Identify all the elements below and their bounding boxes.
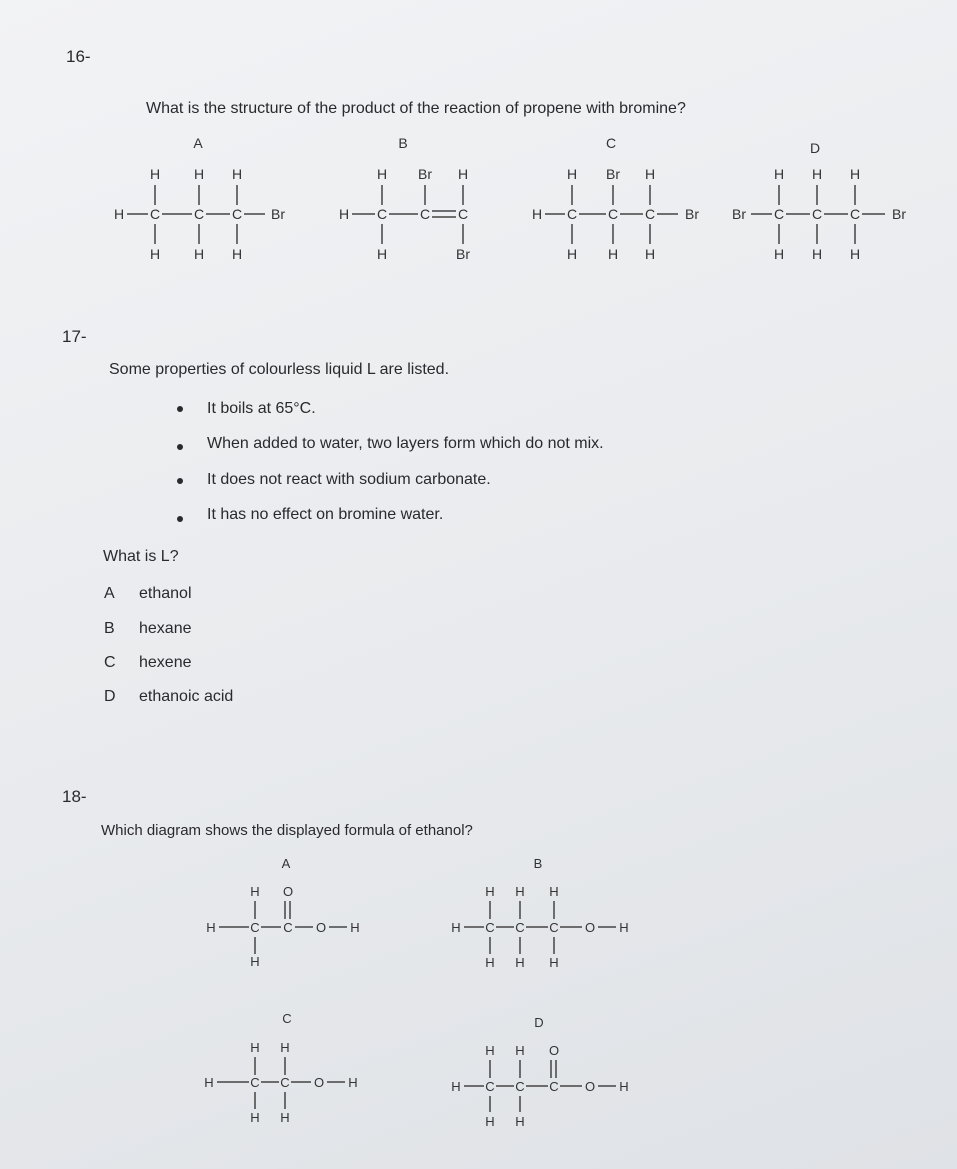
atom: H: [250, 1040, 260, 1055]
option-letter: B: [533, 856, 543, 871]
atom: H: [231, 246, 243, 262]
q16-option-a[interactable]: [105, 133, 305, 273]
option-letter: C: [605, 135, 617, 151]
q17-option-b[interactable]: [104, 620, 192, 638]
q16-option-a-structure: [105, 133, 305, 268]
atom: H: [113, 206, 125, 222]
atom: C: [644, 206, 656, 222]
q17-option-d[interactable]: [104, 688, 234, 706]
atom: H: [485, 1114, 495, 1129]
atom: H: [451, 920, 461, 935]
q17-option-a[interactable]: [104, 585, 192, 603]
q17-option-c[interactable]: [104, 654, 192, 672]
atom: H: [515, 884, 525, 899]
q16-option-c[interactable]: [527, 133, 717, 273]
atom: O: [548, 1043, 560, 1058]
atom: Br: [606, 166, 620, 182]
atom: C: [283, 920, 293, 935]
atom: H: [206, 920, 216, 935]
atom: H: [457, 166, 469, 182]
atom: H: [149, 166, 161, 182]
atom: H: [515, 955, 525, 970]
atom: C: [515, 1079, 525, 1094]
q18-option-c[interactable]: [195, 1005, 375, 1135]
atom: H: [531, 206, 543, 222]
property-1: It boils at 65°C.: [207, 400, 316, 417]
atom: H: [773, 166, 785, 182]
atom: C: [250, 1075, 260, 1090]
bullet-icon: [177, 444, 183, 450]
atom: C: [193, 206, 205, 222]
atom: H: [619, 1079, 629, 1094]
atom: C: [566, 206, 578, 222]
atom: H: [149, 246, 161, 262]
property-4: It has no effect on bromine water.: [207, 506, 444, 523]
option-text: hexane: [139, 620, 192, 637]
atom: H: [644, 246, 656, 262]
option-text: ethanoic acid: [139, 688, 234, 705]
atom: C: [149, 206, 161, 222]
q16-option-d-structure: [727, 133, 927, 268]
atom: H: [619, 920, 629, 935]
atom: O: [315, 920, 327, 935]
q16-option-c-structure: [527, 133, 717, 268]
atom: H: [193, 246, 205, 262]
atom: C: [280, 1075, 290, 1090]
option-letter: A: [193, 135, 203, 151]
atom: H: [549, 955, 559, 970]
atom: Br: [271, 206, 285, 222]
atom: H: [338, 206, 350, 222]
atom: H: [376, 246, 388, 262]
option-letter: D: [104, 688, 116, 705]
option-text: hexene: [139, 654, 192, 671]
atom: C: [376, 206, 388, 222]
atom: H: [280, 1110, 290, 1125]
atom: H: [849, 246, 861, 262]
property-3: It does not react with sodium carbonate.: [207, 471, 491, 488]
q18-option-d-structure: [440, 1005, 640, 1130]
option-letter: D: [809, 140, 821, 156]
atom: C: [549, 920, 559, 935]
option-text: ethanol: [139, 585, 192, 602]
atom: Br: [892, 206, 906, 222]
option-letter: A: [281, 856, 291, 871]
atom: H: [485, 1043, 495, 1058]
atom: H: [250, 884, 260, 899]
atom: Br: [456, 246, 470, 262]
option-letter: D: [534, 1015, 544, 1030]
atom: H: [376, 166, 388, 182]
atom: O: [584, 1079, 596, 1094]
atom: C: [419, 206, 431, 222]
atom: H: [250, 1110, 260, 1125]
option-letter: B: [398, 135, 408, 151]
question-17-intro: Some properties of colourless liquid L are listed.: [109, 361, 450, 378]
bullet-icon: [177, 478, 183, 484]
atom: O: [584, 920, 596, 935]
atom: O: [313, 1075, 325, 1090]
bullet-icon: [177, 406, 183, 412]
option-letter: C: [282, 1011, 292, 1026]
atom: O: [282, 884, 294, 899]
question-17-text: What is L?: [103, 548, 179, 565]
atom: H: [811, 166, 823, 182]
q18-option-d[interactable]: [440, 1005, 640, 1135]
atom: C: [549, 1079, 559, 1094]
atom: Br: [418, 166, 432, 182]
atom: H: [193, 166, 205, 182]
question-16-number: 16-: [66, 47, 91, 66]
atom: H: [566, 166, 578, 182]
question-18-number: 18-: [62, 787, 87, 806]
atom: H: [350, 920, 360, 935]
atom: H: [607, 246, 619, 262]
atom: H: [204, 1075, 214, 1090]
option-letter: C: [104, 654, 116, 671]
atom: C: [773, 206, 785, 222]
atom: H: [515, 1114, 525, 1129]
atom: C: [457, 206, 469, 222]
property-2: When added to water, two layers form which do not mix.: [207, 435, 604, 452]
question-18-text: Which diagram shows the displayed formula of ethanol?: [101, 822, 473, 839]
atom: H: [849, 166, 861, 182]
atom: H: [566, 246, 578, 262]
question-17-number: 17-: [62, 327, 87, 346]
q16-option-b[interactable]: [330, 133, 500, 273]
q16-option-b-structure: [330, 133, 500, 268]
atom: H: [451, 1079, 461, 1094]
atom: C: [231, 206, 243, 222]
atom: Br: [685, 206, 699, 222]
atom: C: [515, 920, 525, 935]
option-letter: B: [104, 620, 115, 637]
atom: H: [231, 166, 243, 182]
atom: H: [485, 884, 495, 899]
atom: H: [515, 1043, 525, 1058]
atom: H: [348, 1075, 358, 1090]
atom: H: [250, 954, 260, 969]
question-16-text: What is the structure of the product of the reaction of propene with bromine?: [146, 100, 686, 117]
atom: H: [773, 246, 785, 262]
q18-option-a[interactable]: [195, 850, 375, 975]
atom: C: [250, 920, 260, 935]
atom: H: [280, 1040, 290, 1055]
atom: C: [485, 920, 495, 935]
atom: H: [811, 246, 823, 262]
atom: C: [849, 206, 861, 222]
atom: C: [607, 206, 619, 222]
atom: H: [644, 166, 656, 182]
atom: C: [485, 1079, 495, 1094]
q18-option-b-structure: [440, 850, 640, 975]
q18-option-c-structure: [195, 1005, 375, 1130]
option-letter: A: [104, 585, 115, 602]
q16-option-d[interactable]: [727, 133, 927, 273]
q18-option-a-structure: [195, 850, 375, 970]
atom: Br: [732, 206, 746, 222]
atom: H: [549, 884, 559, 899]
atom: H: [485, 955, 495, 970]
bullet-icon: [177, 516, 183, 522]
atom: C: [811, 206, 823, 222]
q18-option-b[interactable]: [440, 850, 640, 980]
